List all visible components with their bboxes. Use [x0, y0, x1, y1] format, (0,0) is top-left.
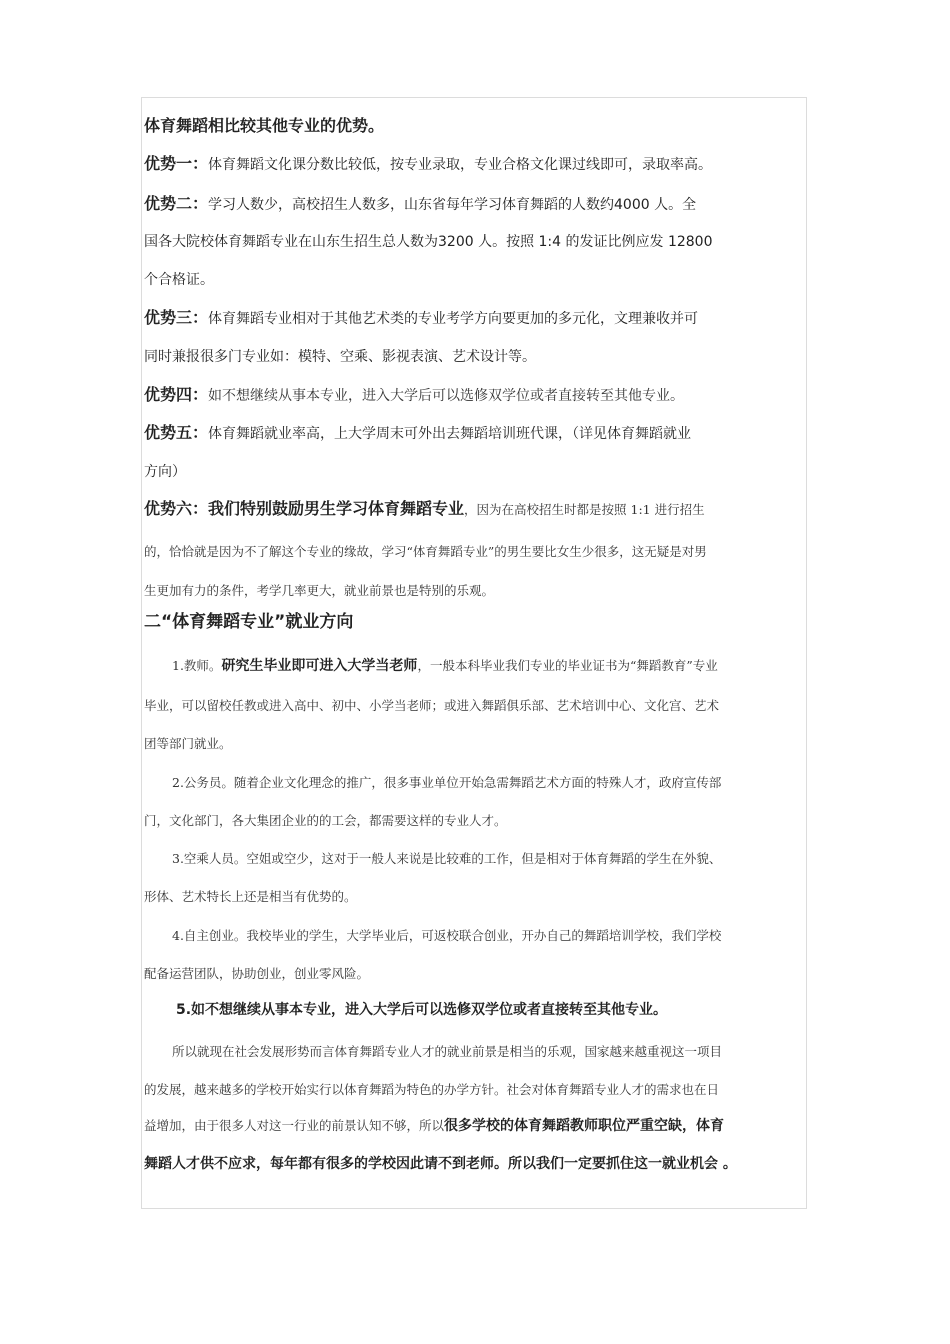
advantage-2-label: 优势二： — [144, 194, 209, 213]
advantage-5-line-2: 方向） — [144, 464, 186, 480]
job-1 — [172, 656, 718, 676]
job-1-text: ，一般本科毕业我们专业的毕业证书为“舞蹈教育”专业 — [417, 658, 718, 673]
advantage-5 — [144, 423, 691, 444]
conclusion-line-4: 舞蹈人才供不应求，每年都有很多的学校因此请不到老师。所以我们一定要抓住这一就业机会 。 — [144, 1156, 737, 1172]
advantage-4 — [144, 385, 684, 406]
job-3: 3.空乘人员。空姐或空少，这对于一般人来说是比较难的工作，但是相对于体育舞蹈的学生在外貌、 — [172, 851, 722, 866]
advantage-6-text: ，因为在高校招生时都是按照 1:1 进行招生 — [464, 502, 705, 517]
conclusion-line-3 — [144, 1116, 724, 1136]
advantage-3 — [144, 308, 698, 329]
advantage-3-line-2: 同时兼报很多门专业如：模特、空乘、影视表演、艺术设计等。 — [144, 349, 536, 365]
conclusion-line-2: 的发展，越来越多的学校开始实行以体育舞蹈为特色的办学方针。社会对体育舞蹈专业人才的需求也在日 — [144, 1082, 720, 1097]
job-1-highlight: 研究生毕业即可进入大学当老师 — [221, 658, 418, 674]
conclusion-line-3-highlight: 很多学校的体育舞蹈教师职位严重空缺，体育 — [444, 1118, 725, 1134]
job-3-line-2: 形体、艺术特长上还是相当有优势的。 — [144, 889, 357, 904]
advantage-5-text: 体育舞蹈就业率高，上大学周末可外出去舞蹈培训班代课，（详见体育舞蹈就业 — [208, 426, 692, 442]
job-4: 4.自主创业。我校毕业的学生，大学毕业后，可返校联合创业，开办自己的舞蹈培训学校，我们学校 — [172, 928, 722, 943]
advantage-1 — [144, 154, 712, 175]
advantage-1-text: 体育舞蹈文化课分数比较低，按专业录取，专业合格文化课过线即可，录取率高。 — [208, 157, 713, 173]
job-1-prefix: 1.教师。 — [172, 658, 222, 673]
job-5: 5.如不想继续从事本专业，进入大学后可以选修双学位或者直接转至其他专业。 — [176, 1002, 668, 1018]
job-2-line-2: 门，文化部门，各大集团企业的的工会，都需要这样的专业人才。 — [144, 813, 507, 828]
advantage-3-label: 优势三： — [144, 308, 209, 327]
advantage-3-text: 体育舞蹈专业相对于其他艺术类的专业考学方向要更加的多元化，文理兼收并可 — [208, 311, 699, 327]
advantage-4-label: 优势四： — [144, 385, 209, 404]
advantage-4-text: 如不想继续从事本专业，进入大学后可以选修双学位或者直接转至其他专业。 — [208, 388, 685, 404]
advantage-2 — [144, 194, 696, 215]
advantage-2-line-3: 个合格证。 — [144, 272, 214, 288]
advantage-1-label: 优势一： — [144, 154, 209, 173]
job-1-line-2: 毕业，可以留校任教或进入高中、初中、小学当老师；或进入舞蹈俱乐部、艺术培训中心、文化宫、艺术 — [144, 698, 720, 713]
job-1-line-3: 团等部门就业。 — [144, 736, 232, 751]
advantage-6 — [144, 499, 705, 520]
advantage-6-line-2: 的，恰恰就是因为不了解这个专业的缘故，学习“体育舞蹈专业”的男生要比女生少很多，这无疑是对男 — [144, 544, 707, 559]
advantage-6-line-3: 生更加有力的条件，考学几率更大，就业前景也是特别的乐观。 — [144, 583, 495, 598]
section-2-heading: 二“体育舞蹈专业”就业方向 — [144, 612, 354, 632]
advantage-6-label: 优势六：我们特别鼓励男生学习体育舞蹈专业 — [144, 499, 465, 518]
job-4-line-2: 配备运营团队，协助创业，创业零风险。 — [144, 966, 370, 981]
advantage-5-label: 优势五： — [144, 423, 209, 442]
conclusion-line-3-text: 益增加，由于很多人对这一行业的前景认知不够，所以 — [144, 1118, 445, 1133]
conclusion-line-1: 所以就现在社会发展形势而言体育舞蹈专业人才的就业前景是相当的乐观，国家越来越重视这一项目 — [172, 1044, 723, 1059]
job-2: 2.公务员。随着企业文化理念的推广，很多事业单位开始急需舞蹈艺术方面的特殊人才，政府宣传部 — [172, 775, 722, 790]
advantage-2-text: 学习人数少，高校招生人数多，山东省每年学习体育舞蹈的人数约4000 人。全 — [208, 197, 697, 213]
document-title: 体育舞蹈相比较其他专业的优势。 — [144, 116, 385, 135]
advantage-2-line-2: 国各大院校体育舞蹈专业在山东生招生总人数为3200 人。按照 1:4 的发证比例应发 12800 — [144, 234, 713, 250]
